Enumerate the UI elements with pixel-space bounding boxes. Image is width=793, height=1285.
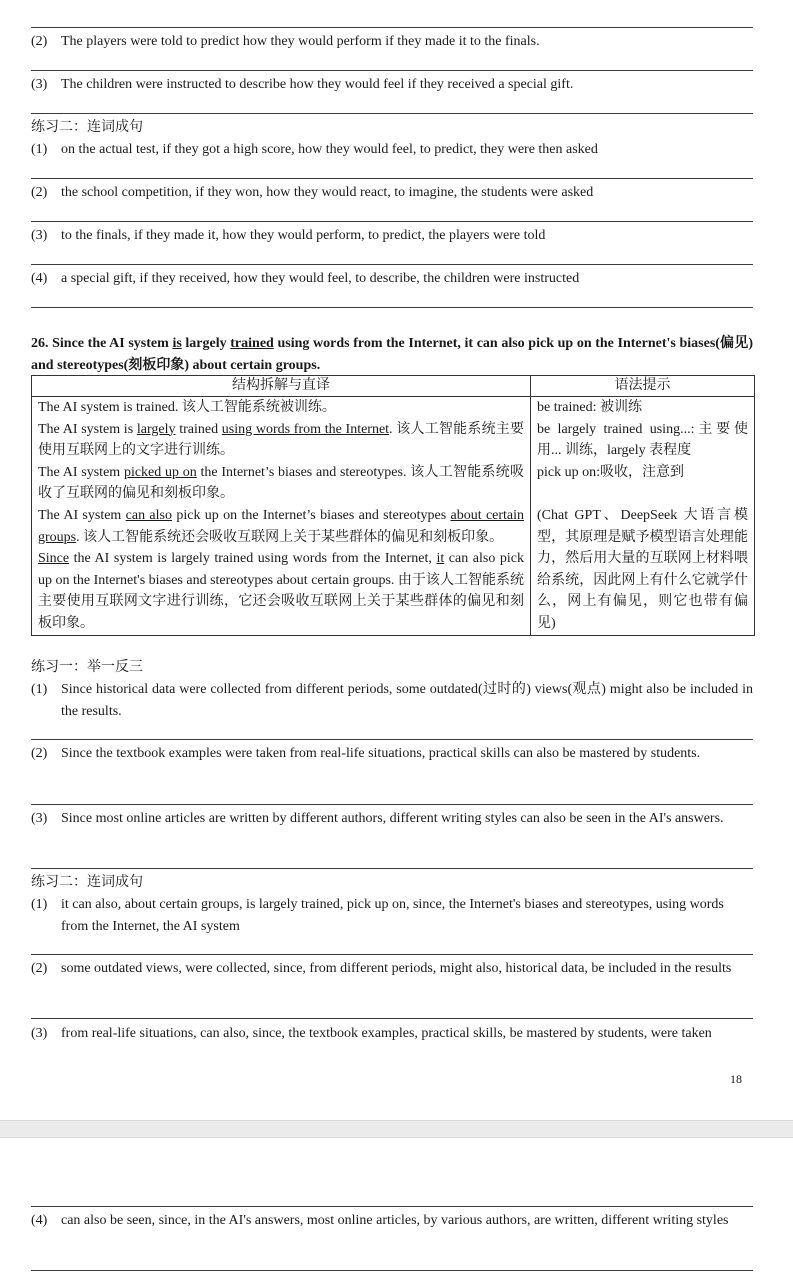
underlined-text: picked up on (123, 464, 197, 480)
page-number: 18 (730, 1072, 742, 1086)
grammar-cell (531, 397, 755, 636)
underlined-text: Since (38, 551, 70, 567)
question-text: 26. Since the AI system (31, 336, 173, 351)
grammar-note: pick up on:吸收，注意到 (537, 464, 684, 480)
item-text: Since historical data were collected from different periods, some outdated(过时的) views(观点) might also be included in the results. (61, 682, 753, 719)
item-number: (2) (31, 746, 48, 761)
item-number: (3) (31, 228, 48, 243)
answer-line (31, 178, 753, 179)
answer-line (31, 113, 753, 114)
answer-line (31, 739, 753, 740)
answer-line (31, 804, 753, 805)
underlined-text: largely (136, 421, 176, 437)
text-run: pick up on the Internet’s biases and stereotypes (172, 507, 451, 523)
answer-line (31, 954, 753, 955)
text-run: The AI system is (38, 421, 137, 437)
list-item (31, 74, 753, 96)
list-item (31, 808, 753, 830)
list-item (31, 743, 753, 765)
underlined-text: can also (125, 507, 172, 523)
grammar-note: be largely trained using...:主要使用... 训练，largely 表程度 (537, 421, 748, 459)
answer-line (31, 27, 753, 28)
answer-line (31, 1270, 753, 1271)
text-run: . 该人工智能系统还会吸收互联网上关于某些群体的偏见和刻板印象。 (76, 529, 504, 545)
column-header-structure: 结构拆解与直译 (32, 376, 531, 397)
list-item (31, 268, 753, 290)
item-number: (4) (31, 1213, 48, 1228)
answer-line (31, 307, 753, 308)
item-number: (1) (31, 142, 48, 157)
structure-line (38, 548, 524, 634)
text-run: The AI system (38, 507, 126, 523)
exercise-title: 练习二：连词成句 (31, 875, 143, 890)
column-header-grammar: 语法提示 (531, 376, 755, 397)
answer-line (31, 264, 753, 265)
structure-line: The AI system is trained. 该人工智能系统被训练。 (38, 400, 336, 415)
answer-line (31, 221, 753, 222)
item-number: (3) (31, 811, 48, 826)
item-text: the school competition, if they won, how they would react, to imagine, the students were asked (61, 185, 594, 200)
item-text: to the finals, if they made it, how they would perform, to predict, the players were told (61, 228, 546, 243)
item-text: Since the textbook examples were taken from real-life situations, practical skills can also be mastered by students. (61, 746, 701, 761)
answer-line (31, 1018, 753, 1019)
analysis-table (31, 375, 755, 636)
item-number: (4) (31, 271, 48, 286)
page-separator (0, 1120, 793, 1138)
list-item (31, 894, 753, 938)
item-text: some outdated views, were collected, since, from different periods, might also, historical data, be included in the results (61, 961, 732, 976)
item-text: a special gift, if they received, how they would feel, to describe, the children were instructed (61, 271, 580, 286)
grammar-note: be trained: 被训练 (537, 400, 642, 415)
item-text: The players were told to predict how they would perform if they made it to the finals. (61, 34, 540, 49)
list-item (31, 679, 753, 723)
underlined-text: about certain groups (38, 507, 525, 545)
item-text: on the actual test, if they got a high score, how they would feel, to predict, they were then asked (61, 142, 598, 157)
item-number: (3) (31, 1026, 48, 1041)
question-26 (31, 333, 753, 377)
item-text: can also be seen, since, in the AI's answers, most online articles, by various authors, are written, different writing styles (61, 1213, 729, 1228)
text-run: can also pick up on the Internet's biases and stereotypes about certain groups. 由于该人工智能系统主要使用互联网文字进行训练，它还会吸收互联网上关于某些群体的偏见和刻板印象。 (38, 551, 524, 631)
question-text: largely (181, 336, 231, 351)
underlined-text: it (436, 551, 445, 567)
text-run: the AI system is largely trained using words from the Internet, (69, 551, 437, 567)
table-row (32, 397, 755, 636)
answer-line (31, 1206, 753, 1207)
text-run: the Internet’s biases and stereotypes. 该人工智能系统吸收了互联网的偏见和刻板印象。 (38, 464, 525, 502)
item-number: (2) (31, 961, 48, 976)
item-text: Since most online articles are written by different authors, different writing styles can also be seen in the AI's answers. (61, 811, 724, 826)
text-run: The AI system (38, 464, 124, 480)
structure-cell (32, 397, 531, 636)
item-text: The children were instructed to describe how they would feel if they received a special gift. (61, 77, 574, 92)
exercise-title: 练习二：连词成句 (31, 120, 143, 135)
question-text: using words from the Internet, it can also pick up on the Internet's biases(偏见) and stereotypes(刻板印象) about certain groups. (31, 336, 753, 373)
underlined-text: trained (230, 336, 274, 351)
structure-line (38, 419, 524, 462)
document-page-next (0, 1138, 793, 1285)
list-item (31, 182, 753, 204)
item-text: from real-life situations, can also, since, the textbook examples, practical skills, be mastered by students, were taken (61, 1026, 712, 1041)
item-number: (3) (31, 77, 48, 92)
item-number: (1) (31, 897, 48, 912)
list-item (31, 958, 753, 980)
table-header-row (32, 376, 755, 397)
answer-line (31, 70, 753, 71)
answer-line (31, 868, 753, 869)
item-text: it can also, about certain groups, is largely trained, pick up on, since, the Internet's biases and stereotypes, using words from the Internet, the AI system (61, 897, 724, 934)
underlined-text: using words from the Internet (221, 421, 390, 437)
list-item (31, 139, 753, 161)
underlined-text: is (172, 336, 182, 351)
item-number: (2) (31, 185, 48, 200)
list-item (31, 225, 753, 247)
list-item (31, 1210, 753, 1232)
item-number: (2) (31, 34, 48, 49)
text-run: trained (175, 421, 222, 437)
structure-line (38, 462, 524, 505)
item-number: (1) (31, 682, 48, 697)
text-run: . 该人工智能系统主要使用互联网上的文字进行训练。 (38, 421, 525, 459)
list-item (31, 1023, 753, 1045)
exercise-title: 练习一：举一反三 (31, 660, 143, 675)
grammar-note: (Chat GPT、DeepSeek 大语言模型，其原理是赋予模型语言处理能力，然后用大量的互联网上材料喂给系统，因此网上有什么它就学什么，网上有偏见，则它也带有偏见) (537, 507, 748, 631)
list-item (31, 31, 753, 53)
structure-line (38, 505, 524, 548)
